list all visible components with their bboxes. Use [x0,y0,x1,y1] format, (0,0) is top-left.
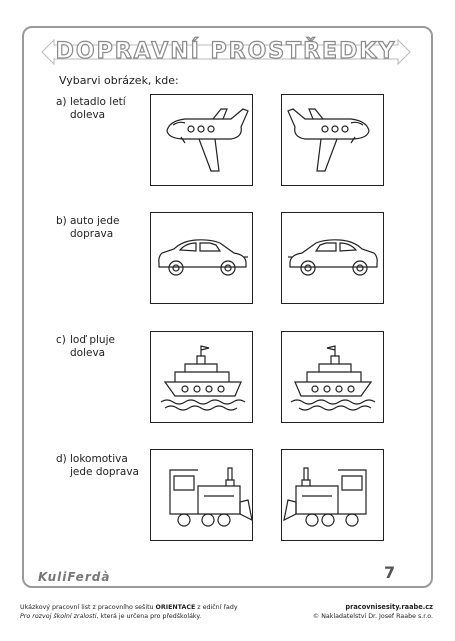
airplane-left-box[interactable] [150,94,253,186]
instruction-text: Vybarvi obrázek, kde: [59,74,179,87]
task-text-line2: doleva [70,109,106,121]
locomotive-icon [282,450,385,542]
car-right-box[interactable] [281,212,384,304]
task-text-line1: loď pluje [70,334,115,346]
locomotive-left-box[interactable] [150,449,253,541]
car-icon [151,213,254,305]
task-d-label [56,453,146,479]
task-c-label [56,334,146,360]
task-letter: b) [56,215,67,227]
task-a-label [56,96,146,122]
footer-right [313,603,433,621]
brand-logo: KuliFerdà [38,570,111,584]
page-title: DOPRAVNÍ PROSTŘEDKY [55,39,397,64]
car-icon [282,213,385,305]
locomotive-right-box[interactable] [281,449,384,541]
ship-right-box[interactable] [281,331,384,423]
footer-edition: Pro rozvoj školní zralosti [20,613,97,620]
footer-website-link[interactable]: pracovnisesity.raabe.cz [345,603,433,611]
task-text-line2: jede doprava [70,466,139,478]
footer-text: Ukázkový pracovní list z pracovního sešitu [20,604,156,611]
task-text-line2: doprava [70,228,114,240]
footer-left [20,603,280,621]
task-letter: a) [56,96,67,108]
task-text-line1: lokomotiva [70,453,128,465]
ship-left-box[interactable] [150,331,253,423]
airplane-right-box[interactable] [281,94,384,186]
locomotive-icon [151,450,254,542]
task-b-label [56,215,146,241]
task-letter: d) [56,453,67,465]
ship-icon [151,332,254,424]
task-letter: c) [56,334,66,346]
car-left-box[interactable] [150,212,253,304]
page-number: 7 [384,563,396,582]
footer-copyright: © Nakladatelství Dr. Josef Raabe s.r.o. [312,613,433,620]
airplane-icon [151,95,254,187]
task-text-line1: letadlo letí [70,96,126,108]
footer-text: z ediční řady [195,604,238,611]
airplane-icon [282,95,385,187]
footer-text: , která je určena pro předškoláky. [96,613,202,620]
task-text-line2: doleva [70,347,106,359]
task-text-line1: auto jede [70,215,120,227]
title-banner [40,36,412,68]
ship-icon [282,332,385,424]
footer-series: ORIENTACE [155,604,196,611]
